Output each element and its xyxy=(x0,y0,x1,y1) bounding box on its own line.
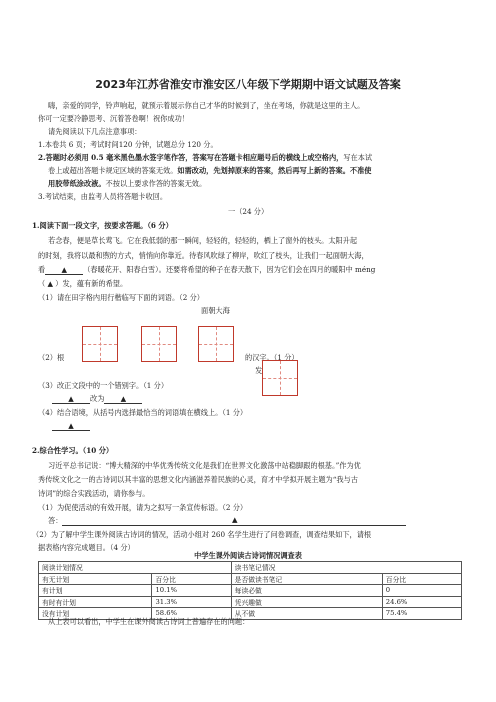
writing-grid-1[interactable] xyxy=(82,326,118,362)
note-2-line-3 xyxy=(48,179,206,188)
intro-line-1: 嗨，亲爱的同学，铃声响起，就预示着展示你自己才华的时候到了，坐在考场，你就是这里的主人。 xyxy=(48,101,365,110)
table-cell: 没有计划 xyxy=(39,608,152,620)
q2-sub2-line-2: 据表格内容完成题目。（4 分） xyxy=(38,543,135,552)
table-cell: 有计划 xyxy=(39,585,152,597)
note-2b-bold: 如需改动，先划掉原来的答案，然后再写上新的答案。不准使 xyxy=(177,166,372,175)
table-cell: 是否做读书笔记 xyxy=(231,573,382,585)
notice-heading: 请先阅读以下几点注意事项： xyxy=(48,127,142,136)
note-2-line-2 xyxy=(48,166,371,175)
table-cell: 58.6% xyxy=(152,608,231,620)
q1-passage-1: 若念春，便是草长莺飞。它在我低弱的那一瞬间，轻轻的，轻轻的，栖上了窗外的枝头。太阳升起 xyxy=(48,236,358,245)
table-row xyxy=(39,585,462,597)
q1-sub2-fa: 发 xyxy=(255,366,263,375)
table-cell: 每读必做 xyxy=(231,585,382,597)
survey-table xyxy=(38,561,462,620)
answer-blank: ▲ xyxy=(52,421,90,431)
table-cell: 31.3% xyxy=(152,596,231,608)
writing-grid-4[interactable] xyxy=(262,360,298,396)
q1-sub2-end: 的汉字。（1 分） xyxy=(245,353,299,362)
q1-sub4: （4）结合语境，从括号内选择最恰当的词语填在横线上。（1 分） xyxy=(38,408,248,417)
q1-passage-3a: 看 xyxy=(38,265,46,274)
q2-passage-1: 习近平总书记说：“博大精深的中华优秀传统文化是我们在世界文化激荡中站稳脚跟的根基。”作为优 xyxy=(48,461,361,470)
table-cell: 百分比 xyxy=(152,573,231,585)
q1-passage-3 xyxy=(38,265,375,275)
note-1: 1.本卷共 6 页；考试时间120 分钟，试题总分 120 分。 xyxy=(38,140,218,149)
answer-blank: ▲ xyxy=(104,394,142,404)
q1-passage-3b: （春暖花开、阳春白雪）。还要将希望的种子在春天散下，因为它们会在四月的暖阳中 méng xyxy=(83,265,376,274)
table-cell: 75.4% xyxy=(382,608,461,620)
table-row xyxy=(39,562,462,574)
section-one-heading: 一（24 分） xyxy=(228,207,269,216)
q1-passage-2: 的时刻，我将以最和煦的方式，悄悄向你靠近。待春风吹绿了柳岸，吹红了枝头，让我们一起面朝大海， xyxy=(38,251,369,260)
table-conclusion-prompt: 从上表可以看出，中学生在课外阅读古诗词上普遍存在的问题： xyxy=(48,617,250,626)
table-cell: 有无计划 xyxy=(39,573,152,585)
page-title: 2023年江苏省淮安市淮安区八年级下学期期中语文试题及答案 xyxy=(95,78,401,91)
table-cell: 有时有计划 xyxy=(39,596,152,608)
writing-grid-2[interactable] xyxy=(141,326,177,362)
answer-blank: ▲ xyxy=(52,394,90,404)
table-cell: 阅读计划情况 xyxy=(39,562,232,574)
note-2-bold: 2.答题时必须用 0.5 毫米黑色墨水签字笔作答，答案写在答题卡相应题号后的横线上或空格内， xyxy=(38,153,344,162)
q1-sub3-answer xyxy=(52,394,142,404)
q2-passage-3: 诗词”的综合实践活动，请你参与。 xyxy=(38,489,150,498)
answer-blank: ▲ xyxy=(45,265,83,275)
q1-sub3: （3）改正文段中的一个错别字。（1 分） xyxy=(38,381,169,390)
answer-marker: ▲ xyxy=(232,515,238,524)
intro-line-2: 你可一定要冷静思考、沉着答卷啊！祝你成功！ xyxy=(38,114,189,123)
table-cell: 读书笔记情况 xyxy=(231,562,461,574)
copy-word: 面朝大海 xyxy=(201,306,230,315)
q1-heading: 1.阅读下面一段文字，按要求答题。（6 分） xyxy=(32,221,173,230)
q2-sub1: （1）为促使活动的有效开展，请为之拟写一条宣传标语。（2 分） xyxy=(38,503,248,512)
q1-sub1: （1）请在田字格内用行楷临写下面的词语。（2 分） xyxy=(38,293,204,302)
table-cell: 24.6% xyxy=(382,596,461,608)
table-cell: 从不做 xyxy=(231,608,382,620)
q2-passage-2: 秀传统文化之一的古诗词以其丰富的思想文化内涵滋养着民族的心灵，育才中学拟开展主题为“我与古 xyxy=(38,475,358,484)
q1-sub2-start: （2）根 xyxy=(38,353,65,362)
note-2-rest: 写在本试 xyxy=(343,153,373,162)
note-2c-rest: 不按以上要求作答的答案无效。 xyxy=(105,179,207,188)
table-cell: 10.1% xyxy=(152,585,231,597)
q2-heading: 2.综合性学习。（10 分） xyxy=(32,446,114,455)
note-2-line-1 xyxy=(38,153,372,162)
table-title: 中学生课外阅读古诗词情况调查表 xyxy=(194,551,302,560)
note-3: 3.考试结束，由监考人员将答题卡收回。 xyxy=(38,192,168,201)
table-row xyxy=(39,573,462,585)
q1-sub4-answer xyxy=(52,421,90,431)
table-row xyxy=(39,596,462,608)
slogan-answer-line[interactable] xyxy=(62,525,406,526)
answer-label: 答： xyxy=(48,516,63,525)
table-cell: 百分比 xyxy=(382,573,461,585)
note-2b-plain: 卷上或超出答题卡规定区域的答案无效。 xyxy=(48,166,178,175)
change-to-label: 改为 xyxy=(90,394,105,403)
q2-sub2-line-1: （2）为了解中学生课外阅读古诗词的情况，活动小组对 260 名学生进行了问卷调查，调查结果如下，请根 xyxy=(32,530,372,539)
table-cell: 0 xyxy=(382,585,461,597)
note-2c-bold: 用胶带纸涂改液。 xyxy=(48,179,106,188)
writing-grid-3[interactable] xyxy=(198,326,234,362)
q1-passage-4: （ ▲ ）发，蕴有新的希望。 xyxy=(38,279,128,288)
table-cell: 凭兴趣做 xyxy=(231,596,382,608)
